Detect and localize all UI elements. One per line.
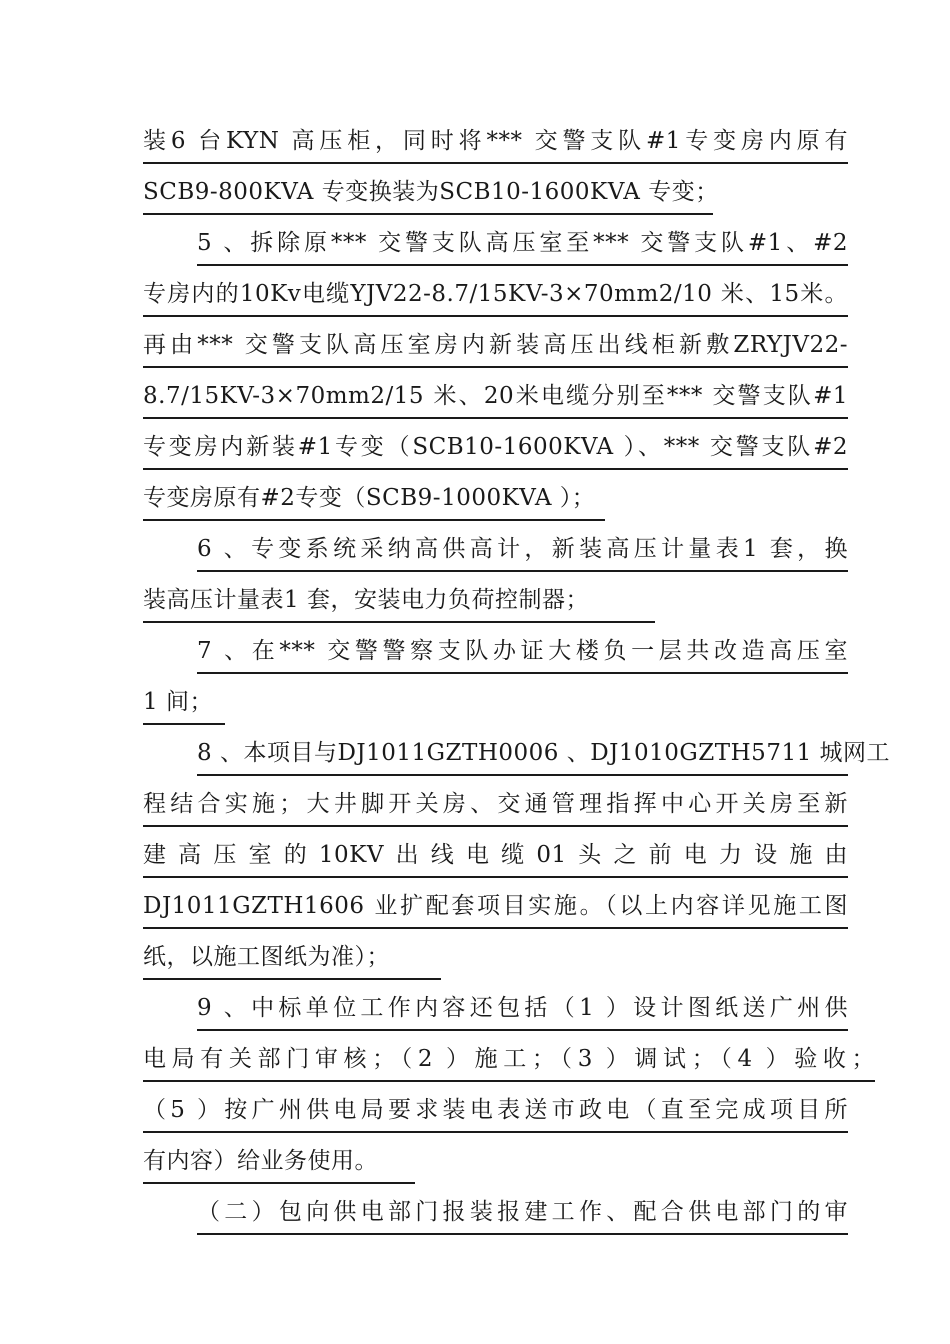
text-line-1: 装6 台KYN 高压柜，同时将*** 交警支队#1专变房内原有 — [143, 124, 848, 164]
text-line-4: 专房内的10Kv电缆YJV22-8.7/15KV-3×70mm2/10 米、15米。 — [143, 277, 848, 317]
text-line-11: 7 、在*** 交警警察支队办证大楼负一层共改造高压室 — [197, 634, 848, 674]
text-line-9: 6 、专变系统采纳高供高计，新装高压计量表1 套，换 — [197, 532, 848, 572]
text-line-15: 建高压室的10KV出线电缆01头之前电力设施由 — [143, 838, 848, 878]
text-line-2: SCB9-800KVA 专变换装为SCB10-1600KVA 专变； — [143, 175, 713, 215]
text-line-19: 电局有关部门审核；（2 ）施工；（3 ）调试；（4 ）验收； — [143, 1042, 875, 1082]
text-line-5: 再由*** 交警支队高压室房内新装高压出线柜新敷ZRYJV22- — [143, 328, 848, 368]
text-line-12: 1 间； — [143, 685, 225, 725]
text-line-6: 8.7/15KV-3×70mm2/15 米、20米电缆分别至*** 交警支队#1 — [143, 379, 848, 419]
text-line-8: 专变房原有#2专变（SCB9-1000KVA ）； — [143, 481, 605, 521]
text-line-7: 专变房内新装#1专变（SCB10-1600KVA ）、*** 交警支队#2 — [143, 430, 848, 470]
text-line-17: 纸，以施工图纸为准）； — [143, 940, 441, 980]
text-line-10: 装高压计量表1 套，安装电力负荷控制器； — [143, 583, 655, 623]
text-line-18: 9 、中标单位工作内容还包括（1 ）设计图纸送广州供 — [197, 991, 848, 1031]
text-line-22: （二）包向供电部门报装报建工作、配合供电部门的审 — [197, 1195, 848, 1235]
text-line-3: 5 、拆除原*** 交警支队高压室至*** 交警支队#1、#2 — [197, 226, 848, 266]
text-line-20: （5 ）按广州供电局要求装电表送市政电（直至完成项目所 — [143, 1093, 848, 1133]
text-line-21: 有内容）给业务使用。 — [143, 1144, 415, 1184]
text-line-14: 程结合实施；大井脚开关房、交通管理指挥中心开关房至新 — [143, 787, 848, 827]
text-line-16: DJ1011GZTH1606 业扩配套项目实施。（以上内容详见施工图 — [143, 889, 848, 929]
text-line-13: 8 、本项目与DJ1011GZTH0006 、DJ1010GZTH5711 城网工 — [197, 736, 848, 776]
